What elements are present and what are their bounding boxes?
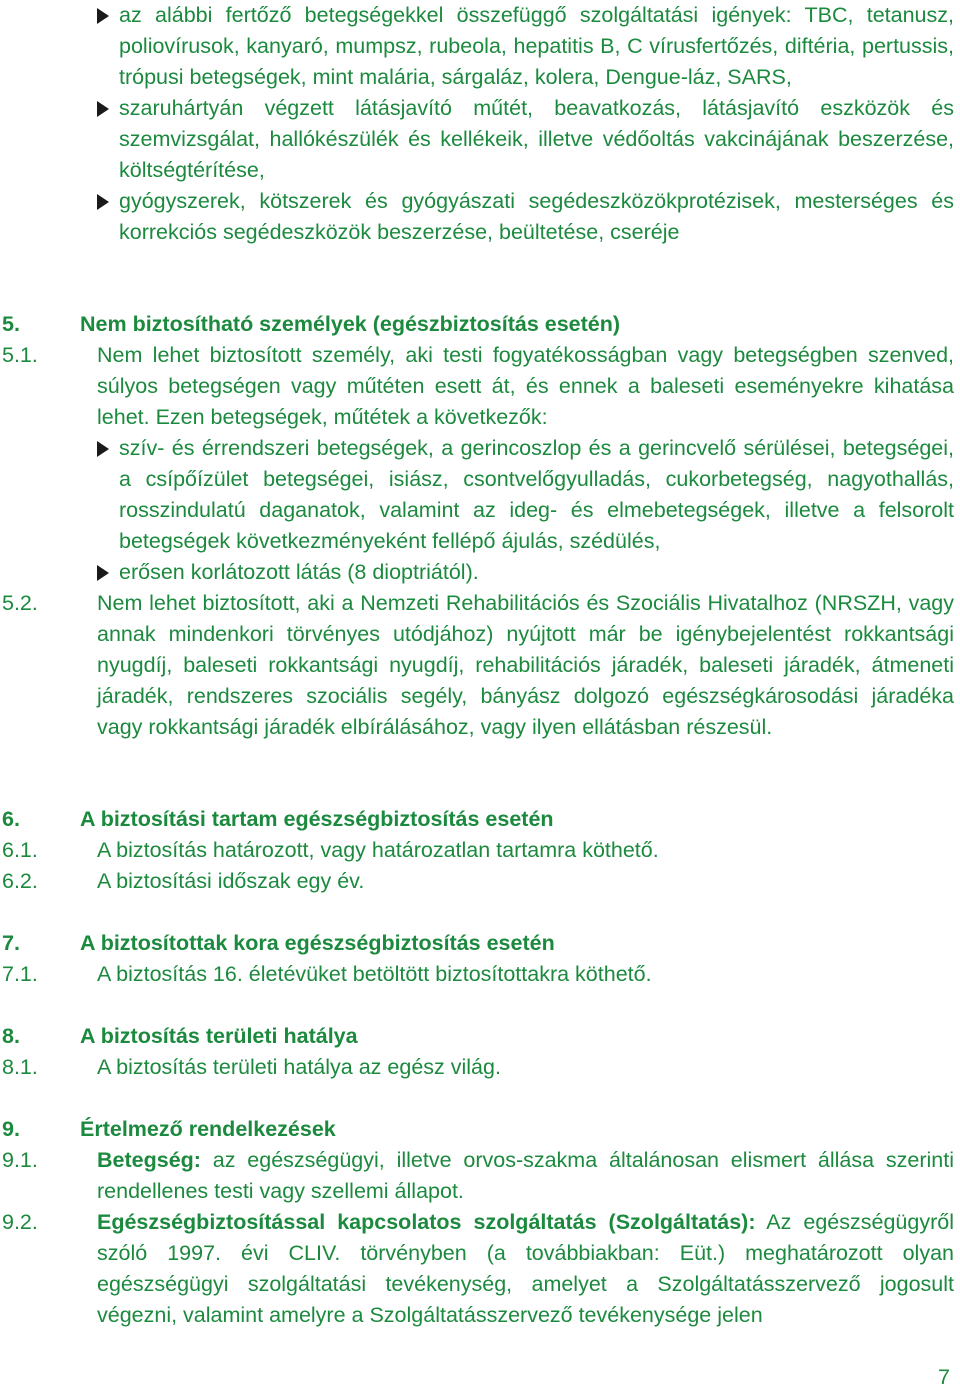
list-item <box>97 0 954 93</box>
item-number: 9.1. <box>2 1148 38 1172</box>
definition-text: Az egészségügyről szóló 1997. évi CLIV. törvényben (a továbbiakban: Eüt.) meghatározott olyan egészségügyi szolgáltatási tevékenység, amelyet a Szolgáltatásszervező jogosult végezni, valamint amelyre a Szolgáltatásszervező tevékenysége jelen <box>97 1210 954 1327</box>
defined-term: Egészségbiztosítással kapcsolatos szolgáltatás (Szolgáltatás): <box>97 1210 756 1234</box>
item-number: 6.2. <box>2 869 38 893</box>
section-title: Értelmező rendelkezések <box>80 1117 336 1141</box>
definition-text: az egészségügyi, illetve orvos-szakma általánosan elismert állása szerinti rendellenes testi vagy szellemi állapot. <box>97 1148 954 1203</box>
item-7-1 <box>2 959 954 990</box>
item-text: Nem lehet biztosított, aki a Nemzeti Rehabilitációs és Szociális Hivatalhoz (NRSZH, vagy annak mindenkori törvényes utódjához) nyújtott már be igénybejelentést rokkantsági nyugdíj, baleseti rokkantsági nyugdíj, rehabilitációs járadék, baleseti járadék, átmeneti járadék, rendszeres szociális segély, bányász dolgozó egészségkárosodási járadéka vagy rokkantsági járadék elbírálásához, vagy ilyen ellátásban részesül. <box>97 591 954 739</box>
section-5-heading <box>2 309 620 340</box>
page-number: 7 <box>938 1365 950 1389</box>
item-text: A biztosítás határozott, vagy határozatlan tartamra köthető. <box>97 838 659 862</box>
triangle-bullet-icon <box>97 8 109 24</box>
list-item <box>97 433 954 557</box>
section-8-heading <box>2 1021 358 1052</box>
item-text: Nem lehet biztosított személy, aki testi fogyatékosságban vagy betegségben szenved, súlyos betegségen vagy műtéten esett át, és ennek a baleseti eseményekre kihatása lehet. Ezen betegségek, műtétek a következők: <box>97 343 954 429</box>
item-6-2 <box>2 866 954 897</box>
item-text <box>97 1207 954 1331</box>
item-5-1 <box>2 340 954 588</box>
list-item-text: erősen korlátozott látás (8 dioptriától). <box>119 560 479 584</box>
defined-term: Betegség: <box>97 1148 201 1172</box>
list-item-text: szaruhártyán végzett látásjavító műtét, beavatkozás, látásjavító eszközök és szemvizsgálat, hallókészülék és kellékeik, illetve védőoltás vakcinájának beszerzése, költségtérítése, <box>119 96 954 182</box>
item-text: A biztosítás 16. életévüket betöltött biztosítottakra köthető. <box>97 962 652 986</box>
item-number: 7.1. <box>2 962 38 986</box>
section-title: Nem biztosítható személyek (egészbiztosítás esetén) <box>80 312 621 336</box>
list-item-text: szív- és érrendszeri betegségek, a gerincoszlop és a gerincvelő sérülései, betegségei, a csípőízület betegségei, isiász, csontvelőgyulladás, cukorbetegség, nagyothallás, rosszindulatú daganatok, valamint az ideg- és elmebetegségek, illetve a felsorolt betegségek következményeként fellépő ájulás, szédülés, <box>119 436 954 553</box>
item-number: 5.1. <box>2 343 38 367</box>
section-7-heading <box>2 928 555 959</box>
list-item <box>97 186 954 248</box>
section-title: A biztosítási tartam egészségbiztosítás esetén <box>80 807 554 831</box>
item-text: A biztosítás területi hatálya az egész világ. <box>97 1055 501 1079</box>
item-6-1 <box>2 835 954 866</box>
section-9-heading <box>2 1114 336 1145</box>
item-number: 6.1. <box>2 838 38 862</box>
section-number: 7. <box>2 931 20 955</box>
section-6-heading <box>2 804 554 835</box>
triangle-bullet-icon <box>97 101 109 117</box>
item-text <box>97 1145 954 1207</box>
list-item-text: az alábbi fertőző betegségekkel összefüggő szolgáltatási igények: TBC, tetanusz, poliovírusok, kanyaró, mumpsz, rubeola, hepatitis B, C vírusfertőzés, diftéria, pertussis, trópusi betegségek, mint malária, sárgaláz, kolera, Dengue-láz, SARS, <box>119 3 954 89</box>
item-5-2 <box>2 588 954 743</box>
section-number: 6. <box>2 807 20 831</box>
list-item <box>97 557 954 588</box>
list-item-text: gyógyszerek, kötszerek és gyógyászati segédeszközökprotézisek, mesterséges és korrekciós segédeszközök beszerzése, beültetése, cseréje <box>119 189 954 244</box>
item-number: 9.2. <box>2 1210 38 1234</box>
item-number: 8.1. <box>2 1055 38 1079</box>
intro-bullet-list <box>97 0 954 248</box>
item-number: 5.2. <box>2 591 38 615</box>
section-number: 8. <box>2 1024 20 1048</box>
item-text: A biztosítási időszak egy év. <box>97 869 365 893</box>
list-item <box>97 93 954 186</box>
section-number: 5. <box>2 312 20 336</box>
section-title: A biztosítás területi hatálya <box>80 1024 358 1048</box>
section-title: A biztosítottak kora egészségbiztosítás esetén <box>80 931 555 955</box>
item-9-1 <box>2 1145 954 1207</box>
item-8-1 <box>2 1052 954 1083</box>
section-number: 9. <box>2 1117 20 1141</box>
item-9-2 <box>2 1207 954 1331</box>
triangle-bullet-icon <box>97 194 109 210</box>
triangle-bullet-icon <box>97 441 109 457</box>
triangle-bullet-icon <box>97 565 109 581</box>
